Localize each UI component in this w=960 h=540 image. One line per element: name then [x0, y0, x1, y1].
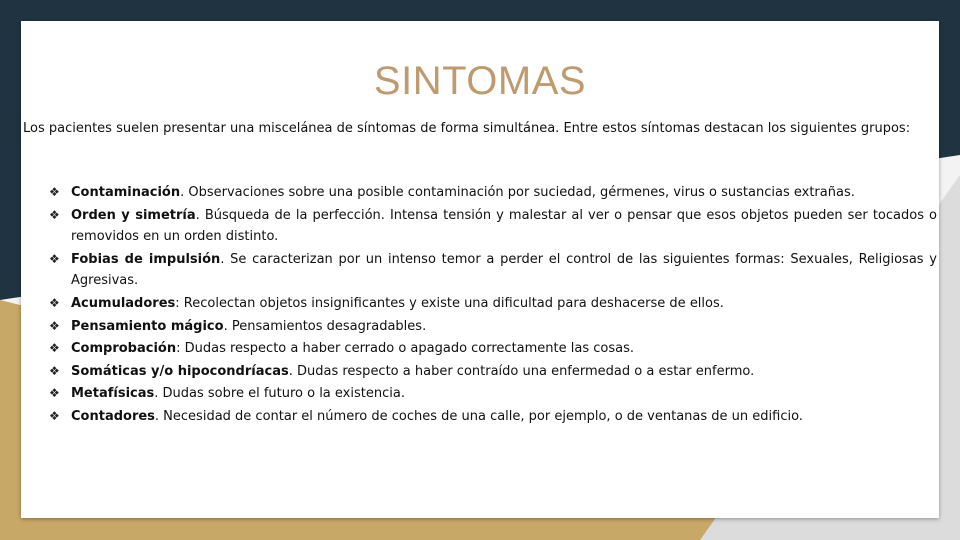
intro-paragraph: Los pacientes suelen presentar una miscelánea de síntomas de forma simultánea. Entre estos síntomas destacan los siguientes grupos:	[23, 121, 911, 136]
list-item	[49, 383, 937, 405]
symptom-description: . Se caracterizan por un intenso temor a perder el control de las siguientes formas: Sexuales, Religiosas y Agresivas.	[71, 251, 937, 289]
symptom-description: . Pensamientos desagradables.	[223, 318, 427, 334]
list-item	[49, 361, 937, 383]
symptom-description: : Dudas respecto a haber cerrado o apagado correctamente las cosas.	[176, 341, 635, 357]
symptom-term: Contaminación	[71, 185, 181, 200]
list-item	[49, 316, 937, 338]
symptom-term: Somáticas y/o hipocondríacas	[71, 363, 289, 379]
diamond-bullet-icon: ❖	[49, 185, 60, 199]
symptom-term: Pensamiento mágico	[71, 318, 224, 334]
symptom-description: . Búsqueda de la perfección. Intensa tensión y malestar al ver o pensar que esos objetos pueden ser tocados o removidos en un orden distinto.	[71, 207, 937, 245]
symptom-description: : Recolectan objetos insignificantes y existe una dificultad para deshacerse de ellos.	[175, 295, 724, 311]
diamond-bullet-icon: ❖	[49, 408, 60, 423]
symptom-term: Metafísicas	[71, 386, 155, 402]
symptom-list	[49, 182, 937, 429]
diamond-bullet-icon: ❖	[49, 295, 60, 310]
symptom-term: Contadores	[71, 408, 155, 424]
diamond-bullet-icon: ❖	[49, 363, 60, 378]
symptom-description: . Dudas sobre el futuro o la existencia.	[154, 386, 405, 402]
list-item	[49, 293, 937, 315]
symptom-term: Acumuladores	[71, 295, 176, 311]
symptom-description: . Necesidad de contar el número de coches de una calle, por ejemplo, o de ventanas de un edificio.	[154, 408, 803, 424]
symptom-term: Fobias de impulsión	[71, 251, 221, 267]
symptom-term: Comprobación	[71, 341, 177, 357]
symptom-description: . Observaciones sobre una posible contaminación por suciedad, gérmenes, virus o sustancias extrañas.	[180, 185, 855, 200]
list-item	[49, 249, 937, 292]
list-item	[49, 338, 937, 360]
list-item	[49, 406, 937, 428]
diamond-bullet-icon: ❖	[49, 386, 60, 401]
list-item	[49, 182, 937, 204]
diamond-bullet-icon: ❖	[49, 207, 60, 222]
content-card	[21, 21, 939, 518]
list-item	[49, 205, 937, 248]
diamond-bullet-icon: ❖	[49, 341, 60, 356]
symptom-description: . Dudas respecto a haber contraído una enfermedad o a estar enfermo.	[288, 363, 755, 379]
diamond-bullet-icon: ❖	[49, 251, 60, 266]
slide-title: SINTOMAS	[373, 59, 587, 103]
symptom-term: Orden y simetría	[71, 207, 196, 223]
diamond-bullet-icon: ❖	[49, 318, 60, 333]
